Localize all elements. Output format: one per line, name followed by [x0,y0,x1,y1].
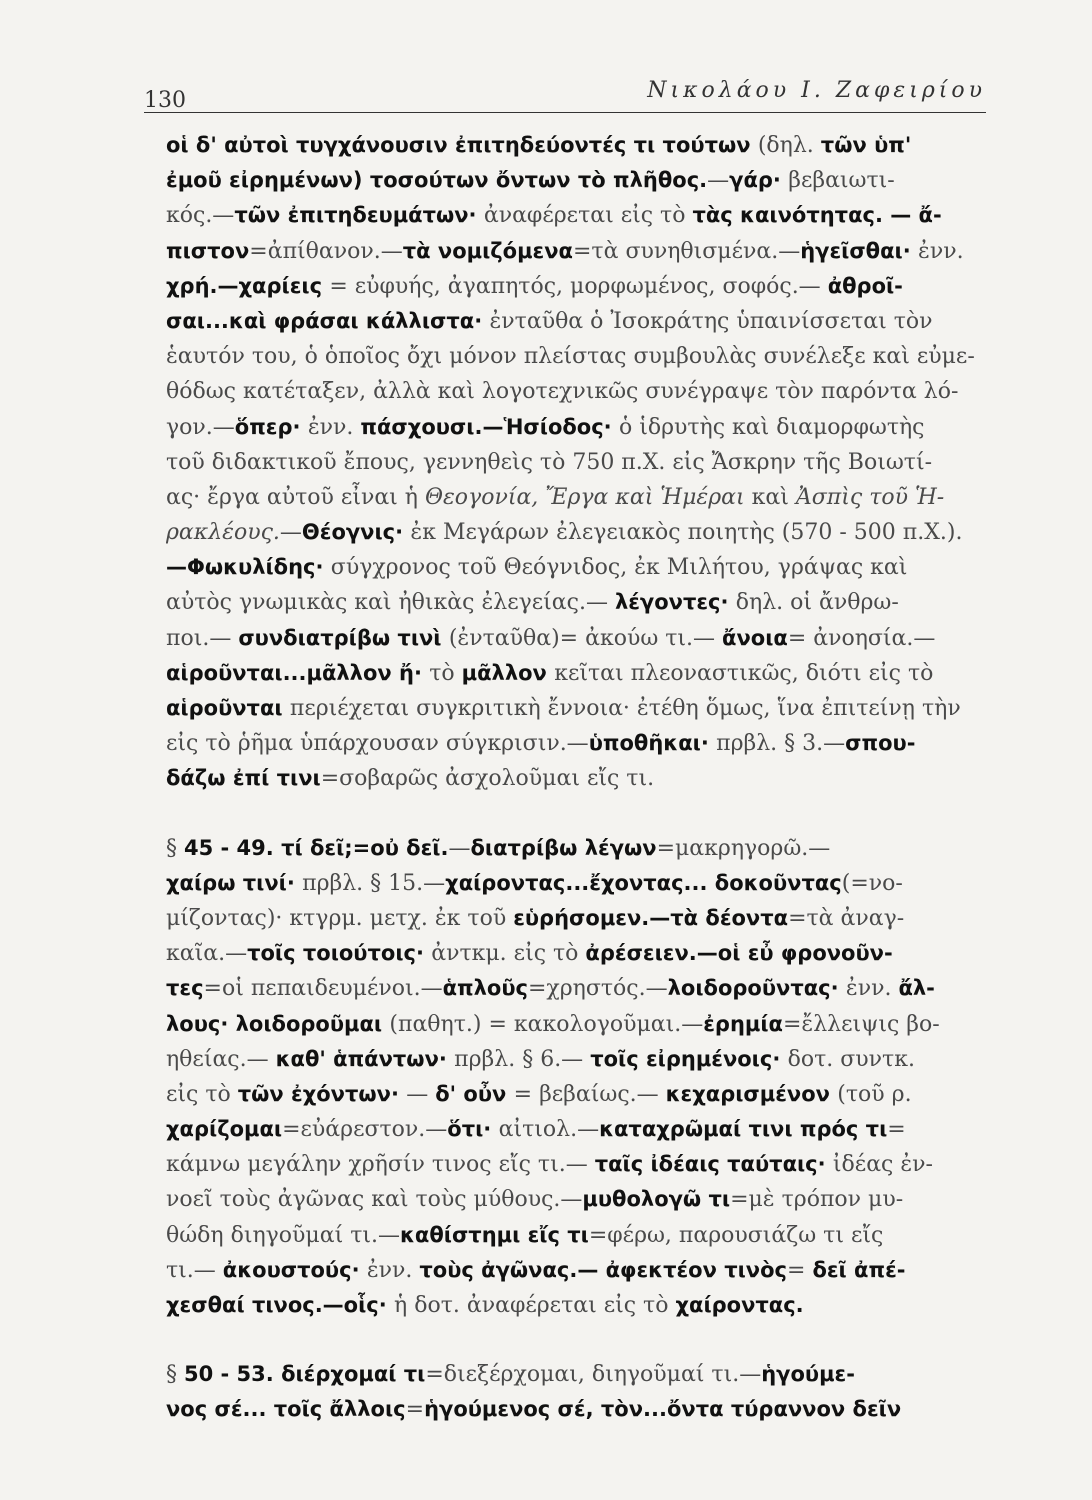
headword: νος σέ... τοῖς ἄλλοις [166,1397,406,1422]
gloss-text: ηθείας.— [166,1046,276,1072]
headword: τοὺς ἀγῶνας.— ἀφεκτέον τινὸς [419,1257,787,1282]
gloss-text: καῖα.— [166,941,248,967]
gloss-text: νοεῖ τοὺς ἀγῶνας καὶ τοὺς μύθους.— [166,1187,583,1213]
headword: ἡγούμενος σέ, τὸν...ὄντα τύραννον δεῖν [424,1397,902,1422]
gloss-text: § [166,1362,184,1388]
gloss-text: =σοβαρῶς ἀσχολοῦμαι εἴς τι. [320,766,655,792]
gloss-text: ἐκ Μεγάρων ἐλεγειακὸς ποιητὴς (570 - 500 π.Χ.). [410,520,963,546]
gloss-text: σύγχρονος τοῦ Θεόγνιδος, ἐκ Μιλήτου, γράψας καὶ [330,555,908,581]
gloss-text: =μὲ τρόπον μυ- [730,1187,904,1213]
text-line [166,1182,992,1217]
gloss-text: τὸ [429,660,462,686]
gloss-text: = [887,1117,906,1143]
running-head: Νικολάου Ι. Ζαφειρίου [647,78,986,103]
gloss-text: ὁ ἱδρυτὴς καὶ διαμορφωτὴς [618,414,925,440]
gloss-text: πρβλ. § 6.— [454,1046,591,1072]
gloss-text: ἐνν. [307,414,361,440]
headword: καθ' ἁπάντων· [275,1046,455,1071]
headword: χρή.—χαρίεις [166,273,330,298]
headword: τὰς καινότητας. — ἄ- [692,203,942,228]
gloss-text: = [787,1257,813,1283]
gloss-text: (=νο- [841,870,903,896]
gloss-text: αὐτὸς γνωμικὰς καὶ ἠθικὰς ἐλεγείας.— [166,590,615,616]
text-line [166,585,992,620]
gloss-text: (τοῦ ρ. [837,1081,912,1107]
text-line [166,550,992,585]
gloss-text: =ἔλλειψις βο- [782,1011,940,1037]
gloss-text: καὶ [751,484,796,510]
gloss-text: =διεξέρχομαι, διηγοῦμαί τι.— [425,1362,762,1388]
headword: χεσθαί τινος.—οἷς· [166,1293,395,1317]
gloss-text: περιέχεται συγκριτικὴ ἔννοια· ἐτέθη ὅμως, ἵνα ἐπιτείνῃ τὴν [289,696,961,721]
text-line [166,1253,992,1288]
headword: ἐμοῦ εἰρημένων) τοσούτων ὄντων τὸ πλῆθος. [166,168,708,193]
headword: τοῖς εἰρημένοις· [590,1046,788,1071]
gloss-text: ἡ δοτ. ἀναφέρεται εἰς τὸ [394,1293,676,1318]
gloss-text: ας· ἔργα αὐτοῦ εἶναι ἡ [166,484,425,510]
gloss-text: ἐνταῦθα ὁ Ἰσοκράτης ὑπαινίσσεται τὸν [489,308,933,334]
text-line [166,445,992,480]
gloss-text: =χρηστός.— [527,976,668,1002]
gloss-text: § [166,835,184,861]
gloss-text: =ἀπίθανον.— [249,238,403,264]
text-line [166,726,992,761]
headword: ἡγεῖσθαι· [800,238,919,263]
headword: τες [166,976,204,1001]
gloss-text: — [279,520,302,546]
text-line [166,866,992,901]
gloss-text: κός.— [166,203,235,229]
headword: τῶν ὑπ' [820,133,912,157]
gloss-text: ἐνν. [845,976,899,1002]
gloss-text: ἐνν. [918,238,964,264]
headword: λους· λοιδοροῦμαι [166,1011,390,1036]
headword: χαίρω τινί· [166,870,303,895]
headword: δάζω ἐπί τινι [166,766,321,791]
italic-title: Θεογονία, Ἔργα καὶ Ἡμέραι [424,484,752,510]
text-line [166,1392,992,1427]
gloss-text: =φέρω, παρουσιάζω τι εἴς [588,1222,884,1248]
text-line [166,1288,992,1323]
gloss-text: γον.— [166,414,235,440]
gloss-text: πρβλ. § 3.— [716,731,846,757]
headword: τῶν ἐχόντων· [237,1081,407,1106]
gloss-text: θόδως κατέταξεν, ἀλλὰ καὶ λογοτεχνικῶς συνέγραψε τὸν παρόντα λό- [166,379,959,405]
gloss-text: =μακρηγορῶ.— [656,835,831,861]
headword: ἄλ- [898,976,935,1001]
text-line [166,691,992,726]
headword: ἀθροῖ- [827,273,903,298]
headword: διατρίβω λέγων [470,835,657,860]
gloss-text: ἀντκμ. εἰς τὸ [431,941,586,967]
text-line [166,304,992,339]
text-line [166,656,992,691]
headword: δεῖ ἀπέ- [812,1257,906,1282]
gloss-text: ἐνν. [366,1257,420,1283]
headword: —Φωκυλίδης· [166,555,331,580]
gloss-text: δοτ. συντκ. [787,1046,915,1072]
headword: ἁπλοῦς [442,976,528,1001]
gloss-text: κάμνω μεγάλην χρῆσίν τινος εἴς τι.— [166,1152,595,1178]
text-line [166,480,992,515]
headword: ἀκουστούς· [222,1257,367,1282]
headword: μᾶλλον [461,660,555,685]
gloss-text: =εὐάρεστον.— [282,1117,448,1143]
headword: καθίστημι εἴς τι [400,1222,589,1247]
headword: συνδιατρίβω τινὶ [238,625,449,650]
text-line [166,515,992,550]
headword: χαίροντας...ἔχοντας... δοκοῦντας [445,870,842,895]
headword: ἀρέσειεν.—οἱ εὖ φρονοῦν- [585,941,893,966]
gloss-text: ἀναφέρεται εἰς τὸ [483,203,693,229]
gloss-text: = ἀνοησία.— [787,625,936,651]
headword: σπου- [845,731,916,756]
text-line [166,761,992,796]
page-number: 130 [144,88,186,113]
headword: μυθολογῶ τι [582,1187,731,1212]
gloss-text: =οἱ πεπαιδευμένοι.— [203,976,443,1002]
gloss-text: (παθητ.) = κακολογοῦμαι.— [389,1011,704,1037]
headword: 45 - 49. τί δεῖ;=οὐ δεῖ. [184,835,449,860]
headword: Θέογνις· [301,520,411,545]
text-line [166,1147,992,1182]
text-line [166,1112,992,1147]
gloss-text: = εὐφυής, ἀγαπητός, μορφωμένος, σοφός.— [329,273,828,299]
headword: ὅπερ· [234,414,308,439]
headword: καταχρῶμαί τινι πρός τι [599,1117,888,1142]
text-line [166,410,992,445]
text-line [166,1218,992,1253]
gloss-text: βεβαιωτι- [788,168,895,194]
gloss-text: κεῖται πλεοναστικῶς, διότι εἰς τὸ [554,660,934,686]
headword: εὑρήσομεν.—τὰ δέοντα [513,905,789,930]
italic-title: Ἀσπὶς τοῦ Ἡ- [795,484,945,510]
text-line [166,198,992,233]
gloss-text: αἰτιολ.— [498,1117,600,1143]
headword: λέγοντες· [614,590,736,615]
gloss-text: πρβλ. § 15.— [302,870,446,896]
gloss-text: — [707,168,730,194]
text-line [166,901,992,936]
paragraph-gap [166,1323,992,1357]
gloss-text: δηλ. οἱ ἄνθρω- [735,590,899,616]
gloss-text: ποι.— [166,625,239,651]
gloss-text: μίζοντας)· κτγρμ. μετχ. ἐκ τοῦ [166,905,514,931]
headword: τὰ νομιζόμενα [402,238,573,263]
gloss-text: τι.— [166,1257,223,1283]
gloss-text: θώδη διηγοῦμαί τι.— [166,1222,400,1248]
headword: δ' οὖν [435,1081,514,1106]
text-line [166,163,992,198]
headword: γάρ· [729,168,789,193]
text-line [166,1357,992,1392]
paragraph-gap [166,797,992,831]
headword: αἱροῦνται...μᾶλλον ἤ· [166,660,430,685]
gloss-text: — [448,835,471,861]
headword: ἐρημία [703,1011,783,1036]
gloss-text: εἰς τὸ ῥῆμα ὑπάρχουσαν σύγκρισιν.— [166,731,589,757]
gloss-text: = βεβαίως.— [513,1081,666,1107]
gloss-text: τοῦ διδακτικοῦ ἔπους, γεννηθεὶς τὸ 750 π.Χ. εἰς Ἄσκρην τῆς Βοιωτί- [166,449,933,475]
headword: ἄνοια [722,625,788,650]
gloss-text: =τὰ συνηθισμένα.— [572,238,801,264]
text-line [166,269,992,304]
text-line [166,374,992,409]
text-line [166,621,992,656]
text-line [166,971,992,1006]
headword: σαι...καὶ φράσαι κάλλιστα· [166,308,490,333]
headword: ταῖς ἰδέαις ταύταις· [594,1152,833,1177]
headword: 50 - 53. διέρχομαί τι [184,1362,426,1387]
commentary-body [166,128,992,1428]
headword: κεχαρισμένον [665,1081,838,1106]
headword: οἱ δ' αὐτοὶ τυγχάνουσιν ἐπιτηδεύοντές τι τούτων [166,133,758,157]
gloss-text: εἰς τὸ [166,1081,238,1107]
headword: αἱροῦνται [166,696,290,720]
gloss-text: — [406,1081,436,1107]
gloss-text: = [405,1397,425,1423]
headword: πάσχουσι.—Ἡσίοδος· [360,414,619,439]
headword: ὅτι· [447,1117,499,1142]
headword: τοῖς τοιούτοις· [247,941,432,966]
page-header [144,72,986,113]
text-line [166,234,992,269]
text-line [166,1077,992,1112]
text-line [166,1042,992,1077]
headword: λοιδοροῦντας· [667,976,846,1001]
text-line [166,339,992,374]
headword: χαρίζομαι [166,1117,283,1142]
text-line [166,128,992,163]
headword: τῶν ἐπιτηδευμάτων· [234,203,484,228]
italic-title: ρακλέους. [166,520,280,546]
gloss-text: ἑαυτόν του, ὁ ὁποῖος ὄχι μόνον πλείστας συμβουλὰς συνέλεξε καὶ εὐμε- [166,344,975,370]
gloss-text: (δηλ. [757,133,821,158]
headword: ὑποθῆκαι· [588,731,717,756]
headword: πιστον [166,238,250,263]
headword: ἡγούμε- [761,1362,855,1387]
text-line [166,936,992,971]
gloss-text: =τὰ ἀναγ- [788,905,905,931]
text-line [166,831,992,866]
gloss-text: ἰδέας ἐν- [832,1152,933,1178]
text-line [166,1007,992,1042]
gloss-text: (ἐνταῦθα)= ἀκούω τι.— [448,625,723,651]
headword: χαίροντας. [675,1293,804,1317]
